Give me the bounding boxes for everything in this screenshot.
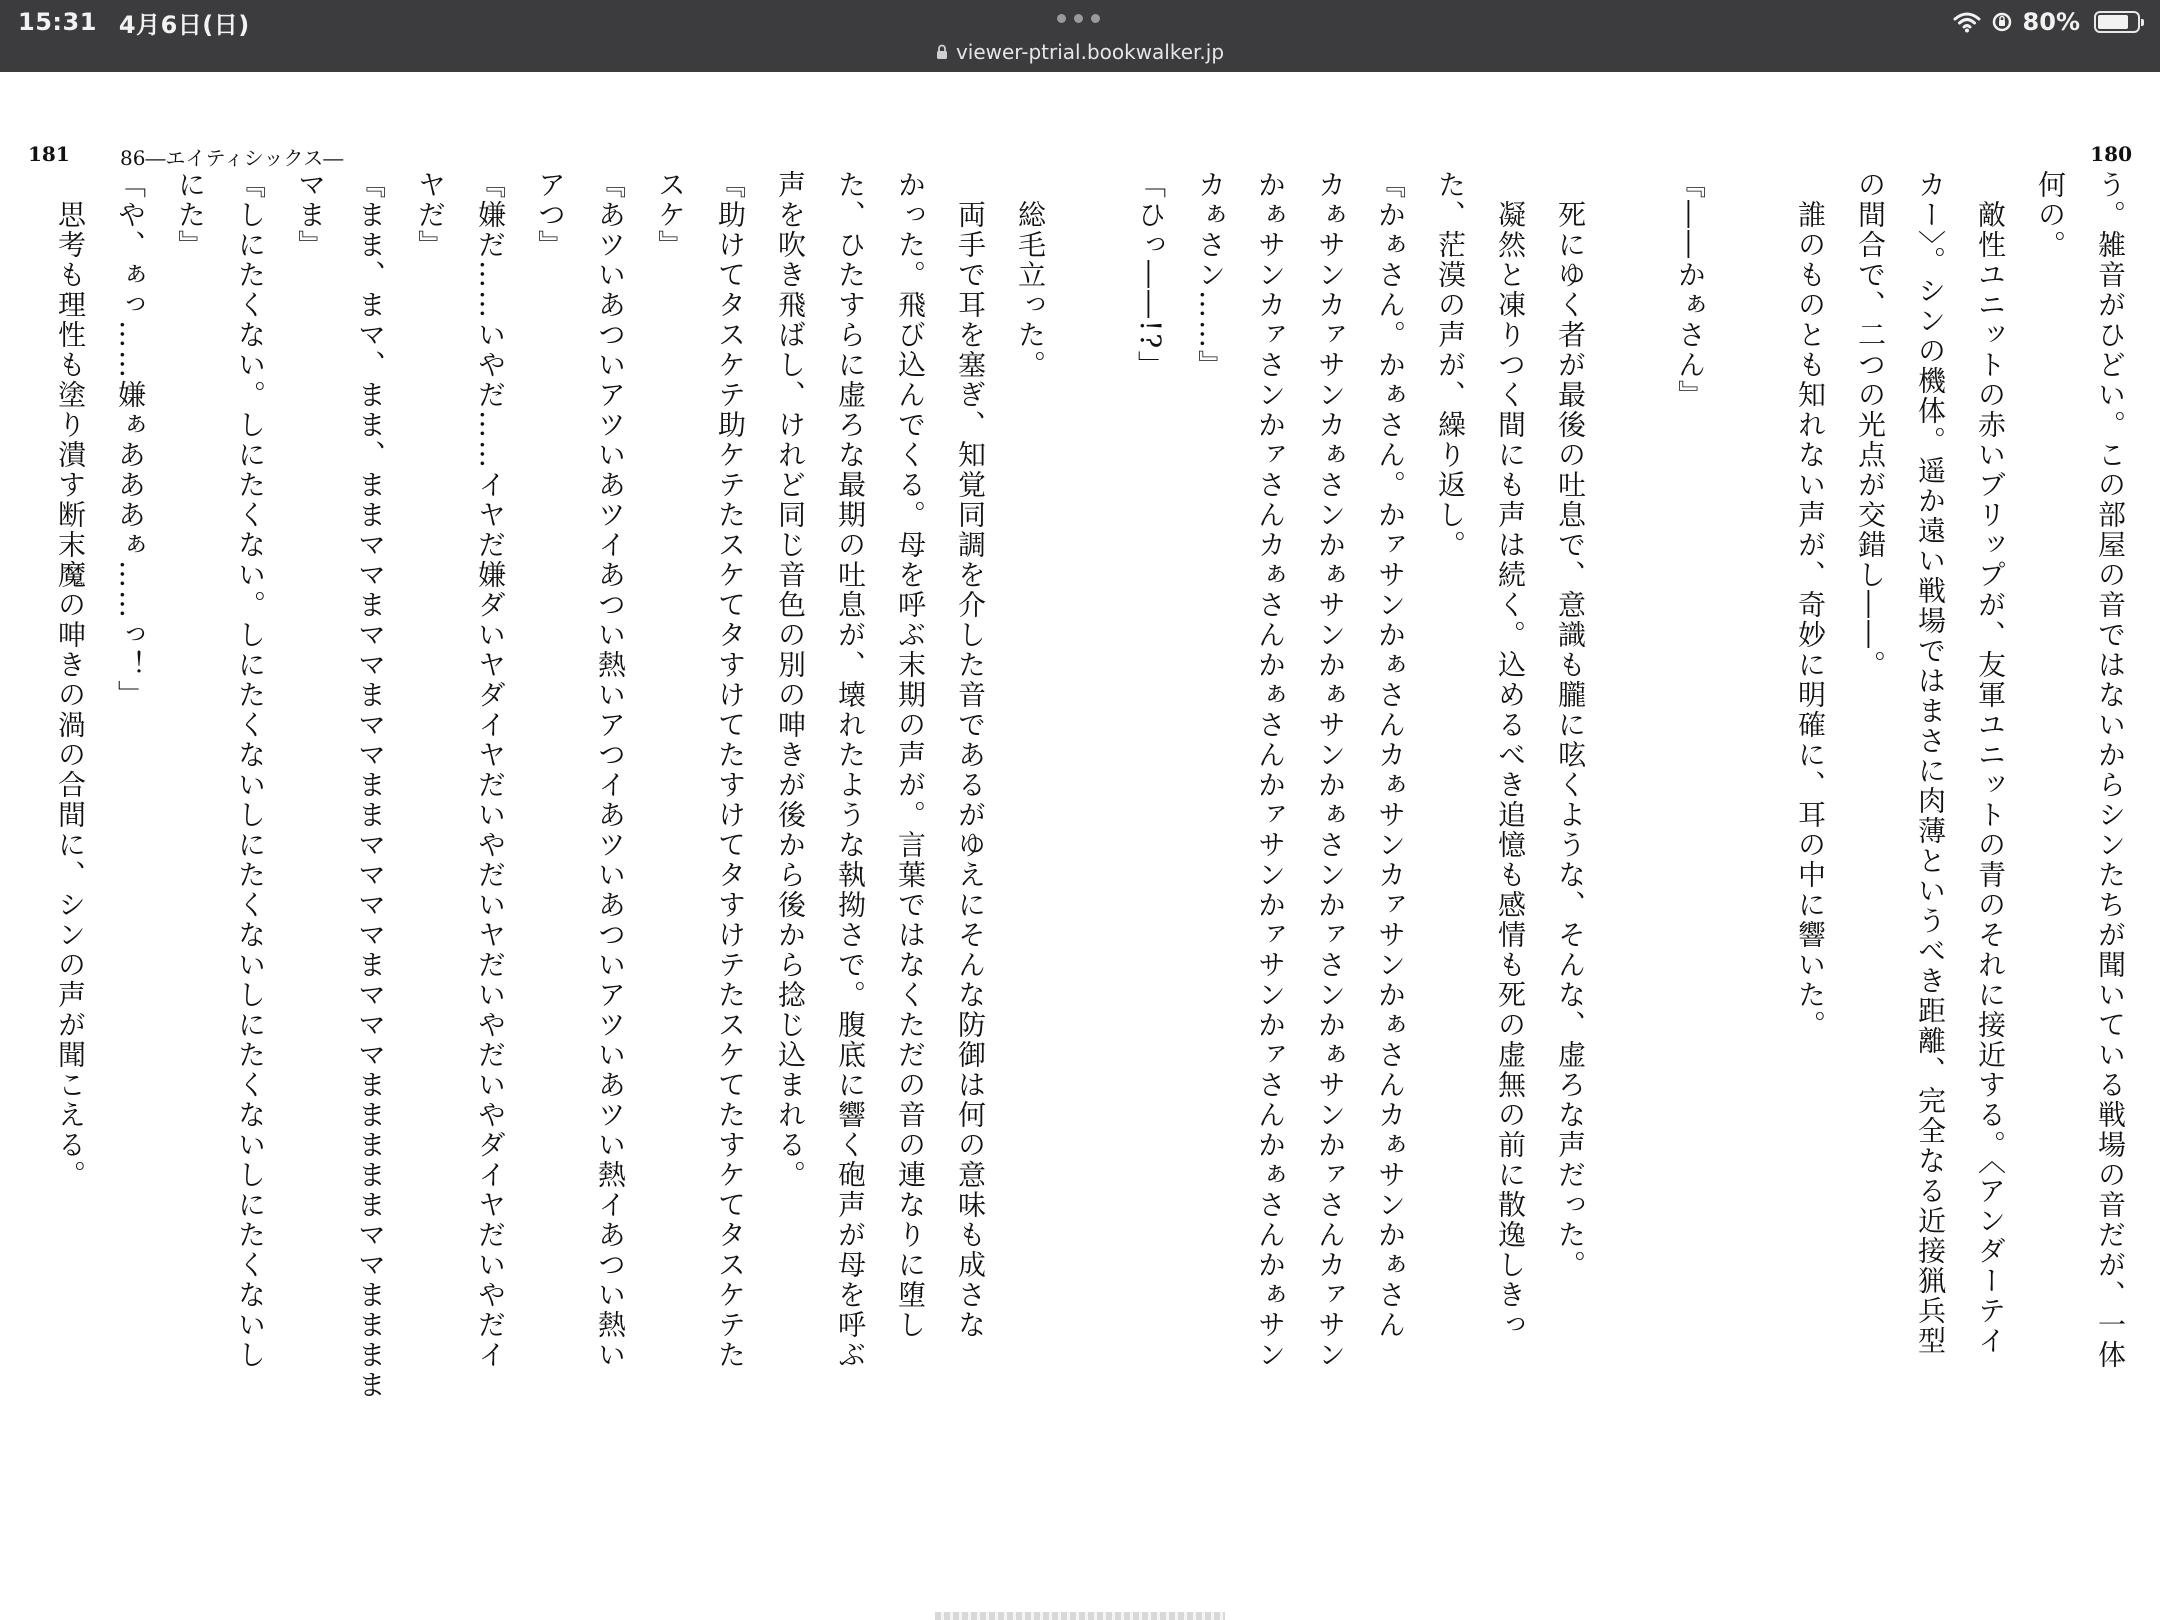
text-column: 思考も理性も塗り潰す断末魔の呻きの渦の合間に、シンの声が聞こえる。 <box>54 170 87 1190</box>
text-column: 敵性ユニットの赤いブリップが、友軍ユニットの青のそれに接近する。〈アンダーテイ <box>1974 170 2007 1356</box>
url-text: viewer-ptrial.bookwalker.jp <box>955 40 1225 64</box>
text-column: 『――かぁさん』 <box>1674 170 1707 410</box>
page-scrubber[interactable] <box>935 1612 1225 1620</box>
book-page-spread[interactable] <box>54 170 2140 1530</box>
status-time: 15:31 <box>18 8 97 36</box>
text-column: 誰のものとも知れない声が、奇妙に明確に、耳の中に響いた。 <box>1794 170 1827 1040</box>
text-column: ヤだ』 <box>414 170 447 260</box>
text-column: た、茫漠の声が、繰り返し。 <box>1434 170 1467 560</box>
text-column: スケ』 <box>654 170 687 260</box>
text-column: う。雑音がひどい。この部屋の音ではないからシンたちが聞いている戦場の音だが、一体 <box>2094 170 2127 1370</box>
text-column: にた』 <box>174 170 207 260</box>
text-column: た、ひたすらに虚ろな最期の吐息が、壊れたような執拗さで。腹底に響く砲声が母を呼ぶ <box>834 170 867 1370</box>
wifi-icon <box>1953 11 1981 33</box>
text-column: 声を吹き飛ばし、けれど同じ音色の別の呻きが後から後から捻じ込まれる。 <box>774 170 807 1190</box>
text-column: 『かぁさん。かぁさん。かァサンかぁさんカぁサンカァサンかぁさんカぁサンかぁさん <box>1374 170 1407 1340</box>
text-column: 凝然と凍りつく間にも声は続く。込めるべき追憶も感情も死の虚無の前に散逸しきっ <box>1494 170 1527 1340</box>
running-head: 86―エイティシックス― <box>120 146 344 170</box>
text-column: 死にゆく者が最後の吐息で、意識も朧に呟くような、そんな、虚ろな声だった。 <box>1554 170 1587 1280</box>
orientation-lock-icon <box>1991 11 2013 33</box>
text-column: かぁサンカァさンかァさんカぁさんかぁさんかァサンかァサンかァさんかぁさんかぁサン <box>1254 170 1287 1370</box>
lock-icon <box>936 44 948 60</box>
text-column: 『まま、まマ、まま、ままママまママまママままママママまマママまままままママまままま <box>354 170 387 1400</box>
left-page-number: 181 <box>28 142 70 166</box>
column-gap <box>1600 170 1660 1530</box>
status-bar-right <box>1953 4 2140 40</box>
text-column: 「や、ぁっ……嫌ぁあああぁ……っ！」 <box>114 170 147 710</box>
battery-fill <box>2098 15 2128 29</box>
right-page-number: 180 <box>2090 142 2132 166</box>
text-column: の間合で、二つの光点が交錯し――。 <box>1854 170 1887 680</box>
address-bar[interactable] <box>0 38 2160 66</box>
text-column: 『あツいあついアツいあツイあつい熱いアつイあツいあついアツいあツい熱イあつい熱い <box>594 170 627 1370</box>
column-gap <box>1060 170 1120 1530</box>
text-column: カぁさン……』 <box>1194 170 1227 380</box>
text-column: カぁサンカァサンカぁさンかぁサンかぁサンかぁさンかァさンかぁサンかァさんカァサン <box>1314 170 1347 1370</box>
column-gap <box>1720 170 1780 1530</box>
text-column: マま』 <box>294 170 327 260</box>
text-column: 『嫌だ……いやだ……イヤだ嫌ダいヤダイヤだいやだいヤだいやだいやダイヤだいやだイ <box>474 170 507 1370</box>
battery-icon <box>2094 11 2140 33</box>
text-column: かった。飛び込んでくる。母を呼ぶ末期の声が。言葉ではなくただの音の連なりに堕し <box>894 170 927 1340</box>
text-column: 『助けてタスケテ助ケテたスケてタすけてたすけてタすけテたスケてたすケてタスケテた <box>714 170 747 1370</box>
battery-percent: 80% <box>2022 8 2080 36</box>
text-column: 両手で耳を塞ぎ、知覚同調を介した音であるがゆえにそんな防御は何の意味も成さな <box>954 170 987 1340</box>
text-column: アつ』 <box>534 170 567 260</box>
text-column: 総毛立った。 <box>1014 170 1047 380</box>
multitasking-dots-icon[interactable] <box>1057 14 1100 23</box>
text-column: 『しにたくない。しにたくない。しにたくないしにたくないしにたくないしにたくないし <box>234 170 267 1370</box>
status-bar-left <box>18 4 250 40</box>
status-date: 4月6日(日) <box>118 10 250 39</box>
text-column: カー〉。シンの機体。遥か遠い戦場ではまさに肉薄というべき距離、完全なる近接猟兵型 <box>1914 170 1947 1356</box>
browser-top-bar <box>0 0 2160 72</box>
text-column: 何の。 <box>2034 170 2067 260</box>
text-column: 「ひっ――!?」 <box>1134 170 1167 381</box>
